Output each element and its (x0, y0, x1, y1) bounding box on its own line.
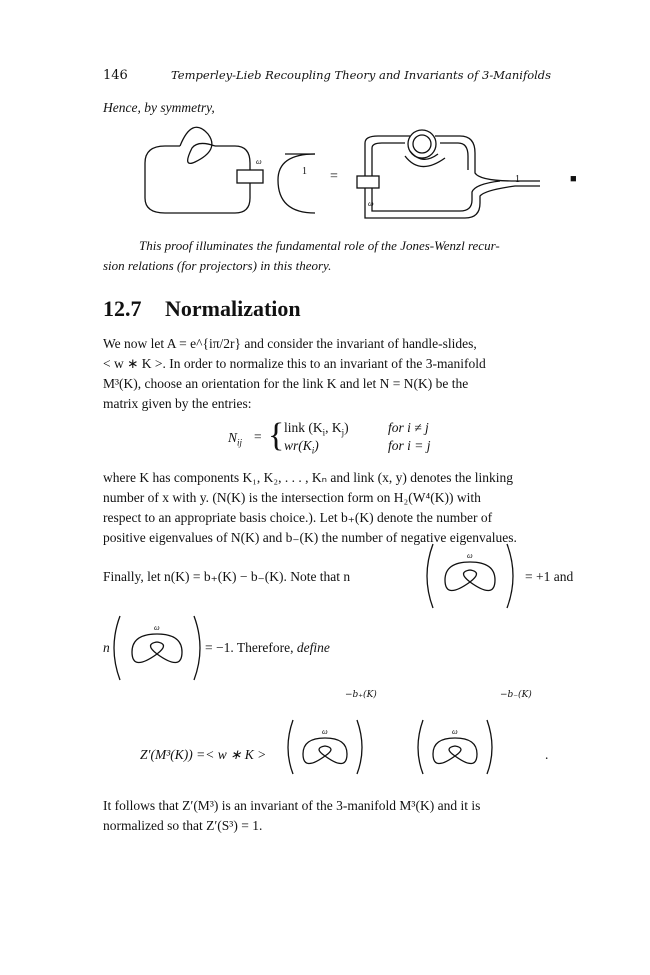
left-diagram (145, 127, 263, 213)
projector-box-right (357, 176, 379, 188)
conclusion-line-2: normalized so that Z′(S³) = 1. (103, 818, 263, 833)
label-omega-left: ω (256, 157, 262, 166)
matrix-row-2: $wr(K_i)$ (284, 438, 319, 456)
equals-sign: = (330, 169, 338, 184)
finally-post: = +1 and (525, 569, 574, 584)
para1-line-4: matrix given by the entries: (103, 396, 252, 411)
matrix-row-1: link ($K_i$, $K_j$) (284, 420, 349, 438)
para1-line-3: M³(K), choose an orientation for the link K and let N = N(K) be the (103, 376, 469, 391)
z-loop-positive (285, 708, 365, 778)
z-formula-dot: . (545, 747, 549, 762)
paragraph-1 (103, 334, 578, 414)
section-title: Normalization (165, 296, 301, 321)
exp-b-minus: −b₋(K) (500, 690, 532, 700)
exp-b-plus: −b₊(K) (345, 690, 377, 700)
n-symbol: n (103, 640, 110, 655)
label-omega-right: ω (368, 199, 374, 208)
conclusion-line-1: It follows that Z′(M³) is an invariant of the 3-manifold M³(K) and it is (103, 798, 481, 813)
label-omega-positive: ω (467, 551, 473, 560)
minus-one-text: = −1. Therefore, define (205, 640, 330, 655)
label-omega-z-negative: ω (452, 727, 458, 736)
para2-line-2: number of x with y. (N(K) is the intersection form on H₂(W⁴(K)) with (103, 490, 481, 505)
figure-handle-slide (120, 118, 590, 228)
matrix-row-2-cond: for i = j (388, 438, 431, 453)
matrix-lhs: $N_{ij}$ (228, 430, 243, 448)
caption-line-1: This proof illuminates the fundamental role of the Jones-Wenzl recur- (139, 238, 500, 253)
matrix-definition (228, 418, 488, 458)
matrix-eq: = (254, 429, 262, 444)
qed-symbol: ■ (570, 173, 577, 185)
loop-diagram-positive (425, 540, 515, 612)
para1-line-2: < w ∗ K >. In order to normalize this to an invariant of the 3-manifold (103, 356, 486, 371)
label-omega-negative: ω (154, 623, 160, 632)
right-diagram (357, 130, 540, 218)
para2-line-1: where K has components K₁, K₂, . . . , Kₙ and link (x, y) denotes the linking (103, 470, 513, 485)
running-title: Temperley-Lieb Recoupling Theory and Invariants of 3-Manifolds (171, 68, 552, 82)
define-word: define (296, 640, 330, 655)
matrix-brace: { (268, 417, 285, 454)
projector-box-left (237, 170, 263, 183)
section-heading (103, 296, 301, 322)
z-loop-negative (415, 708, 495, 778)
para1-line-1: We now let A = e^{iπ/2r} and consider the invariant of handle-slides, (103, 336, 477, 351)
label-one-middle: 1 (302, 166, 307, 177)
z-formula-lhs: Z′(M³(K)) =< w ∗ K > (140, 747, 267, 762)
section-number: 12.7 (103, 296, 142, 321)
figure-caption (103, 236, 573, 276)
finally-text: Finally, let n(K) = b₊(K) − b₋(K). Note that n (103, 569, 351, 584)
page-number: 146 (103, 68, 128, 83)
label-omega-z-positive: ω (322, 727, 328, 736)
para2-line-4: positive eigenvalues of N(K) and b₋(K) the number of negative eigenvalues. (103, 530, 517, 545)
loop-diagram-negative (112, 612, 202, 684)
conclusion (103, 796, 578, 836)
label-one-right: 1 (515, 174, 520, 185)
intro-line: Hence, by symmetry, (103, 100, 215, 115)
middle-arc (278, 154, 315, 213)
caption-line-2: sion relations (for projectors) in this theory. (103, 258, 332, 273)
paragraph-2 (103, 468, 578, 548)
matrix-row-1-cond: for i ≠ j (388, 420, 429, 435)
para2-line-3: respect to an appropriate basis choice.). Let b₊(K) denote the number of (103, 510, 493, 525)
